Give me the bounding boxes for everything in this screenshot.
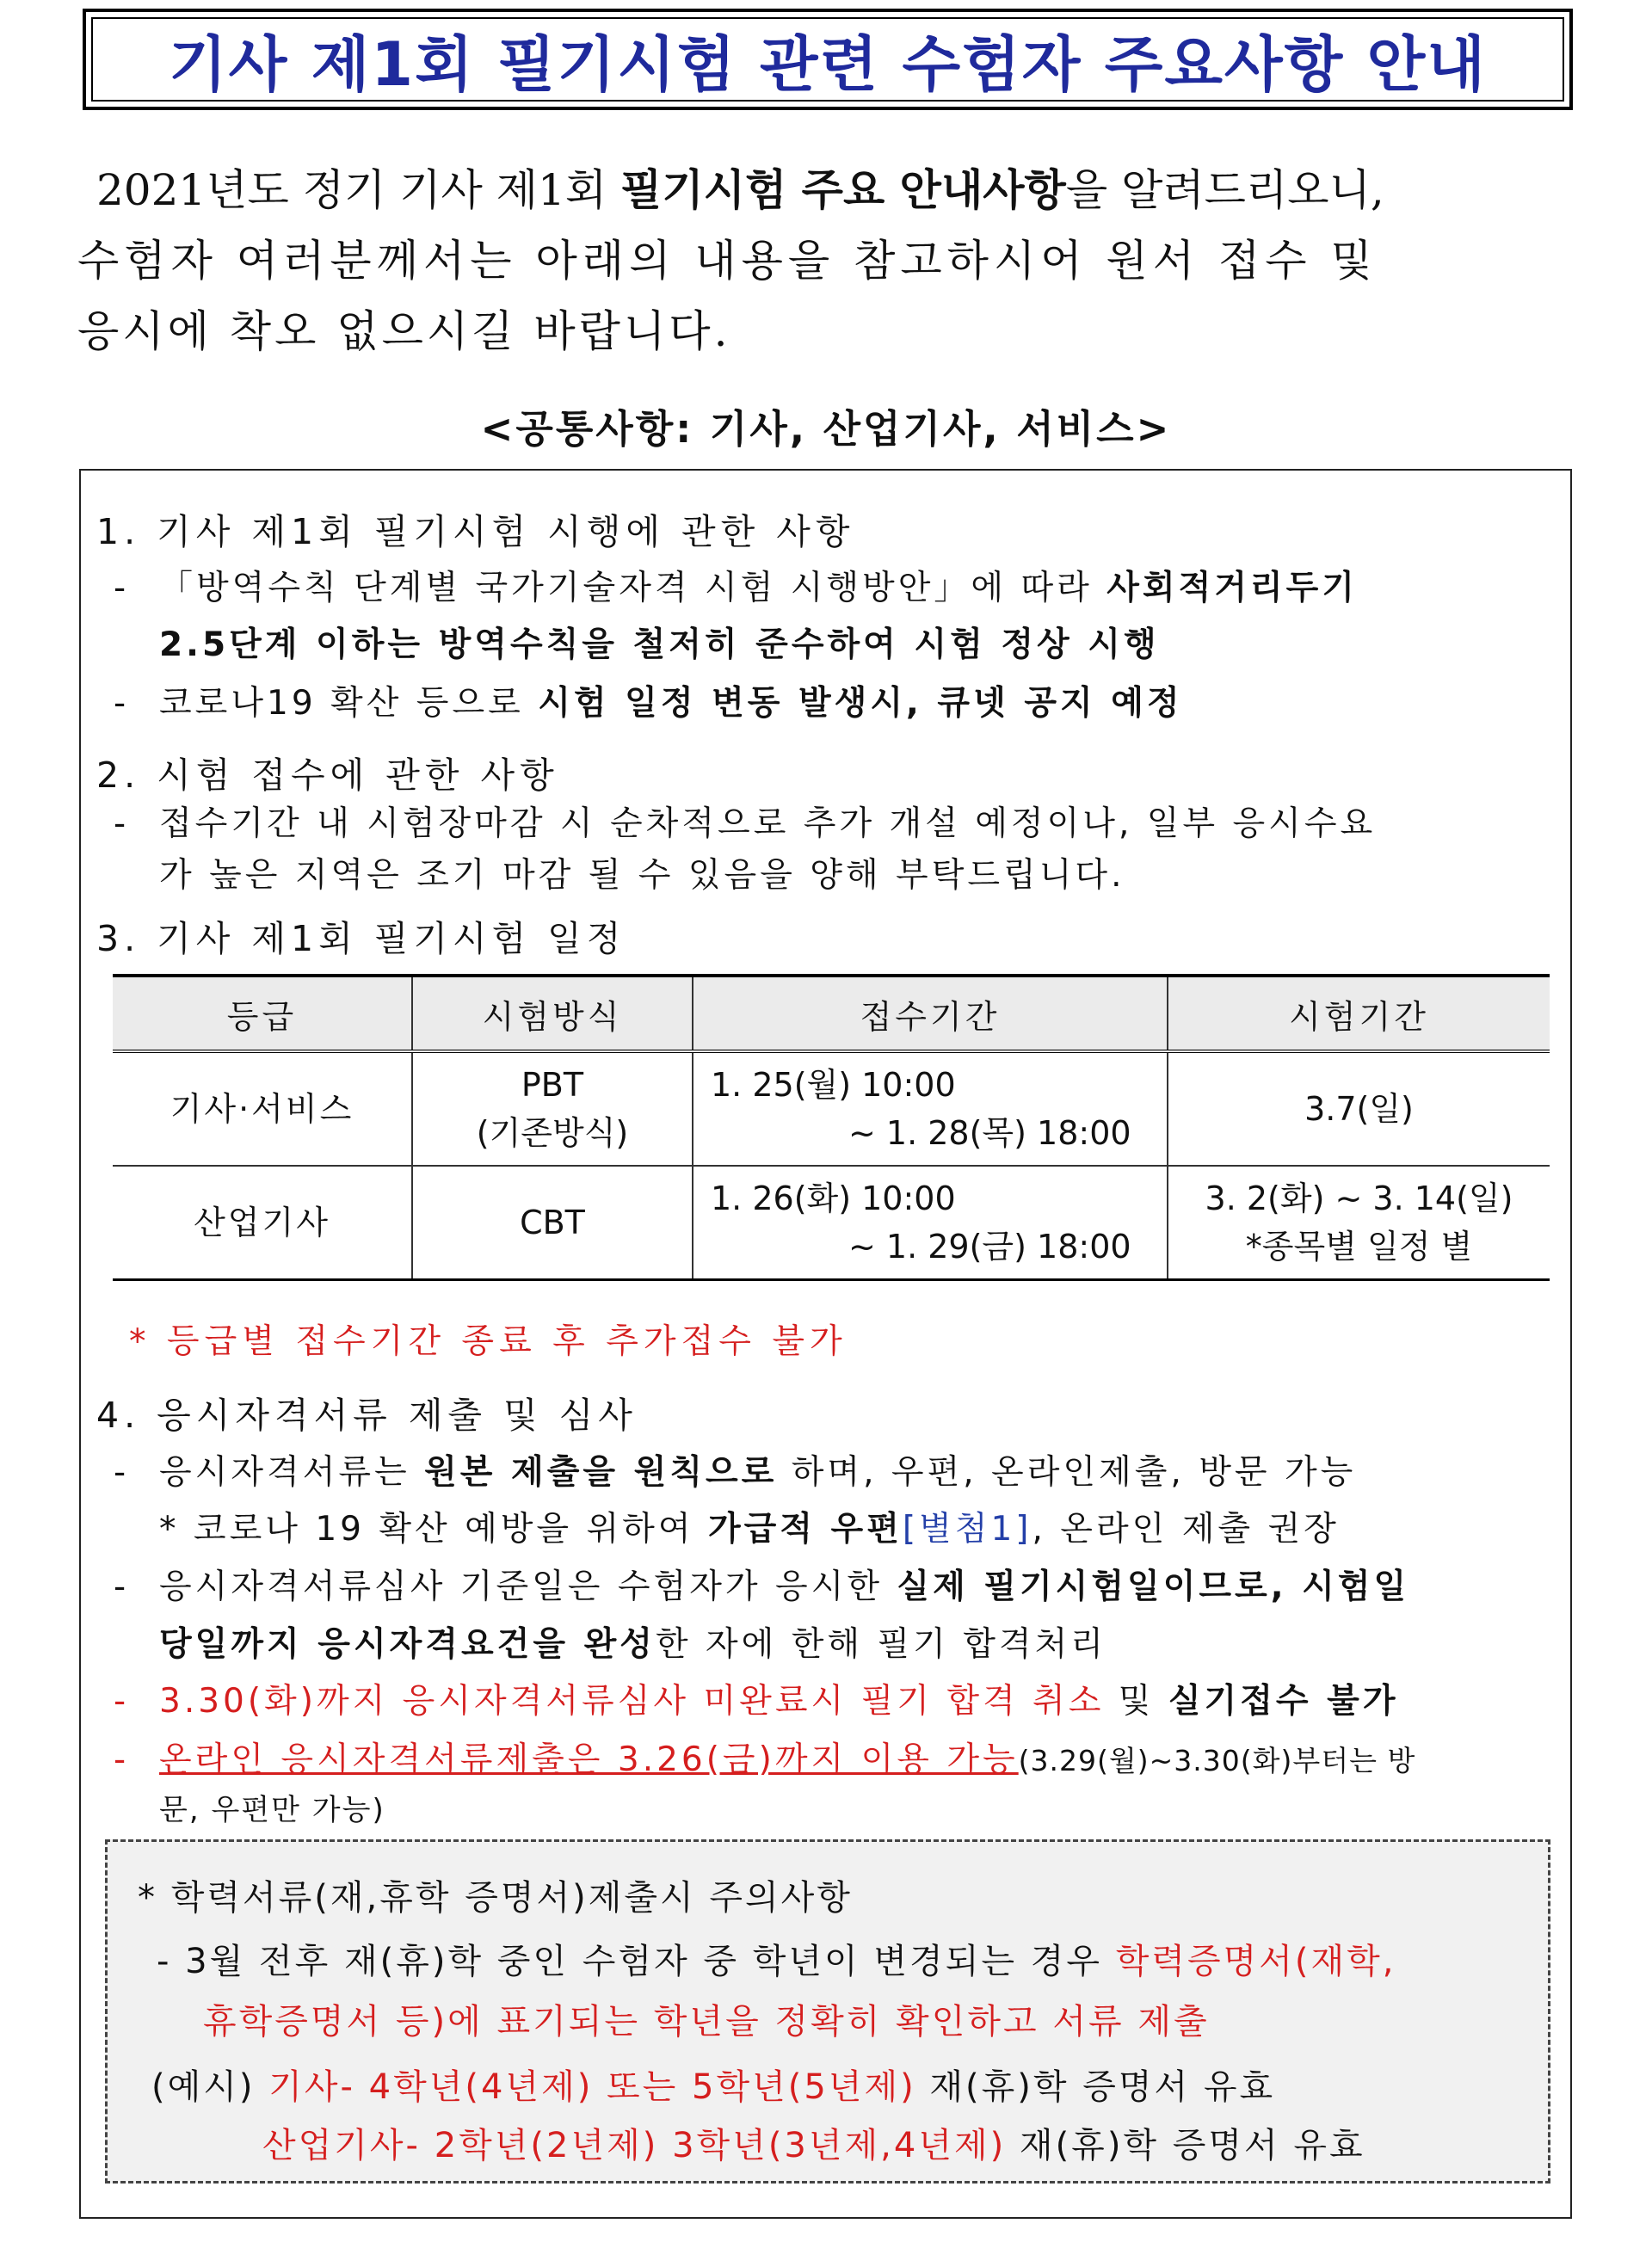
example-text-red: 산업기사- 2학년(2년제) 3학년(3년제,4년제) — [262, 2126, 1007, 2165]
bullet-text: 코로나19 확산 등으로 — [159, 684, 539, 723]
sub-emphasis: 가급적 우편 — [707, 1510, 903, 1549]
bullet-emphasis: 실제 필기시험일이므로, 시험일 — [897, 1568, 1410, 1606]
section-4-bullet-3 — [114, 1674, 1399, 1722]
bullet-dash: - — [114, 569, 130, 607]
notice-example-1 — [151, 2060, 1275, 2109]
cell-exam-line-1: 3. 2(화) ~ 3. 14(일) — [1205, 1180, 1513, 1217]
header-application-period: 접수기간 — [693, 976, 1168, 1051]
bullet-dash: - — [114, 804, 130, 843]
section-2-bullet-1-cont: 가 높은 지역은 조기 마감 될 수 있음을 양해 부탁드립니다. — [159, 856, 1125, 895]
notice-heading: * 학력서류(재,휴학 증명서)제출시 주의사항 — [138, 1878, 853, 1918]
common-subheading: <공통사항: 기사, 산업기사, 서비스> — [480, 406, 1172, 452]
notice-example-2 — [262, 2118, 1365, 2167]
example-label: (예시) — [151, 2067, 269, 2107]
cell-application-period — [693, 1166, 1168, 1280]
example-text: 재(휴)학 증명서 유효 — [915, 2067, 1276, 2107]
bullet-dash: - — [114, 1453, 130, 1492]
bullet-text: 한 자에 한해 필기 합격처리 — [655, 1625, 1106, 1664]
bullet-text: 접수기간 내 시험장마감 시 순차적으로 추가 개설 예정이나, 일부 응시수요 — [159, 804, 1377, 843]
section-1-bullet-2 — [114, 676, 1183, 724]
example-text-red: 기사- 4학년(4년제) 또는 5학년(5년제) — [268, 2067, 916, 2107]
bullet-text-small: (3.29(월)~3.30(화)부터는 방 — [1018, 1744, 1416, 1777]
intro-text-c: 을 알려드리오니, — [1065, 165, 1384, 215]
bullet-text: 하며, 우편, 온라인제출, 방문 가능 — [777, 1453, 1357, 1492]
cell-exam-line-2: *종목별 일정 별 — [1245, 1228, 1473, 1266]
intro-line-2-text: 수험자 여러분께서는 아래의 내용을 참고하시어 원서 접수 및 — [77, 236, 1378, 286]
intro-line-2 — [77, 225, 1579, 296]
sub-text: , 온라인 제출 권장 — [1032, 1510, 1340, 1549]
table-row — [113, 1051, 1550, 1166]
cell-exam-line-1: 3.7(일) — [1304, 1090, 1414, 1128]
schedule-table — [113, 974, 1550, 1281]
bullet-emphasis: 사회적거리두기 — [1106, 569, 1358, 607]
intro-paragraph — [77, 155, 1579, 366]
example-text: 재(휴)학 증명서 유효 — [1006, 2126, 1365, 2165]
notice-text-red: 학력증명서(재학, — [1115, 1942, 1396, 1981]
registration-deadline-note: * 등급별 접수기간 종료 후 추가접수 불가 — [129, 1322, 848, 1361]
section-2-heading: 2. 시험 접수에 관한 사항 — [96, 755, 559, 796]
section-2-bullet-1 — [114, 797, 1376, 845]
cell-method-line-1: CBT — [520, 1204, 585, 1241]
cell-period-end: ~ 1. 29(금) 18:00 — [848, 1228, 1131, 1266]
cell-period-end: ~ 1. 28(목) 18:00 — [848, 1114, 1131, 1152]
bullet-emphasis: 당일까지 응시자격요건을 완성 — [159, 1625, 656, 1664]
header-method: 시험방식 — [412, 976, 693, 1051]
title-inner-frame — [91, 17, 1564, 102]
section-1-bullet-1-cont: 2.5단계 이하는 방역수칙을 철저히 준수하여 시험 정상 시행 — [159, 625, 1160, 664]
bullet-emphasis: 실기접수 불가 — [1168, 1682, 1399, 1721]
bullet-text-red-underlined: 온라인 응시자격서류제출은 3.26(금)까지 이용 가능 — [159, 1740, 1019, 1779]
intro-line-3 — [77, 296, 1579, 366]
cell-period-start: 1. 25(월) 10:00 — [711, 1066, 956, 1104]
bullet-emphasis: 원본 제출을 원칙으로 — [424, 1453, 778, 1492]
section-4-bullet-2-cont — [159, 1617, 1106, 1666]
cell-method — [412, 1051, 693, 1166]
section-1-heading: 1. 기사 제1회 필기시험 시행에 관한 사항 — [96, 511, 855, 552]
section-4-bullet-4-cont: 문, 우편만 가능) — [159, 1793, 385, 1827]
table-header-row — [113, 976, 1550, 1051]
notice-text: - 3월 전후 재(휴)학 중인 수험자 중 학년이 변경되는 경우 — [157, 1942, 1116, 1981]
intro-line-1-text — [96, 155, 1384, 225]
cell-grade: 기사·서비스 — [113, 1051, 412, 1166]
title-frame — [83, 9, 1573, 110]
bullet-dash: - — [114, 1682, 130, 1721]
section-4-heading: 4. 응시자격서류 제출 및 심사 — [96, 1395, 638, 1436]
section-4-bullet-4 — [114, 1733, 1415, 1781]
page-title: 기사 제1회 필기시험 관련 수험자 주요사항 안내 — [169, 28, 1487, 100]
cell-method-line-1: PBT — [521, 1066, 584, 1104]
notice-bullet-1-cont: 휴학증명서 등)에 표기되는 학년을 정확히 확인하고 서류 제출 — [203, 2002, 1210, 2042]
bullet-dash: - — [114, 1568, 130, 1606]
bullet-text: 및 — [1104, 1682, 1168, 1721]
intro-text-bold: 필기시험 주요 안내사항 — [620, 165, 1066, 215]
section-4-bullet-1-sub — [159, 1502, 1340, 1550]
bullet-text: 응시자격서류는 — [159, 1453, 425, 1492]
section-4-bullet-1 — [114, 1445, 1356, 1494]
bullet-text: 「방역수칙 단계별 국가기술자격 시험 시행방안」에 따라 — [159, 569, 1107, 607]
section-1-bullet-1 — [114, 561, 1358, 609]
cell-exam-period — [1168, 1051, 1550, 1166]
sub-text: * 코로나 19 확산 예방을 위하여 — [159, 1510, 708, 1549]
bullet-dash: - — [114, 1740, 130, 1779]
bullet-text-red: 3.30(화)까지 응시자격서류심사 미완료시 필기 합격 취소 — [159, 1682, 1105, 1721]
cell-method-line-2: (기존방식) — [476, 1114, 629, 1152]
bullet-emphasis: 시험 일정 변동 발생시, 큐넷 공지 예정 — [538, 684, 1183, 723]
cell-grade: 산업기사 — [113, 1166, 412, 1280]
intro-text-a: 2021년도 정기 기사 제1회 — [96, 165, 621, 215]
header-grade: 등급 — [113, 976, 412, 1051]
attachment-reference: [별첨1] — [902, 1510, 1032, 1549]
cell-method — [412, 1166, 693, 1280]
section-3-heading: 3. 기사 제1회 필기시험 일정 — [96, 918, 626, 959]
header-exam-period: 시험기간 — [1168, 976, 1550, 1051]
table-row — [113, 1166, 1550, 1280]
bullet-text: 응시자격서류심사 기준일은 수험자가 응시한 — [159, 1568, 897, 1606]
intro-line-1 — [77, 155, 1579, 225]
intro-line-3-text: 응시에 착오 없으시길 바랍니다. — [77, 306, 731, 356]
section-4-bullet-2 — [114, 1560, 1409, 1608]
cell-exam-period — [1168, 1166, 1550, 1280]
bullet-dash: - — [114, 684, 130, 723]
cell-period-start: 1. 26(화) 10:00 — [711, 1180, 956, 1217]
cell-application-period — [693, 1051, 1168, 1166]
notice-bullet-1 — [157, 1934, 1396, 1983]
